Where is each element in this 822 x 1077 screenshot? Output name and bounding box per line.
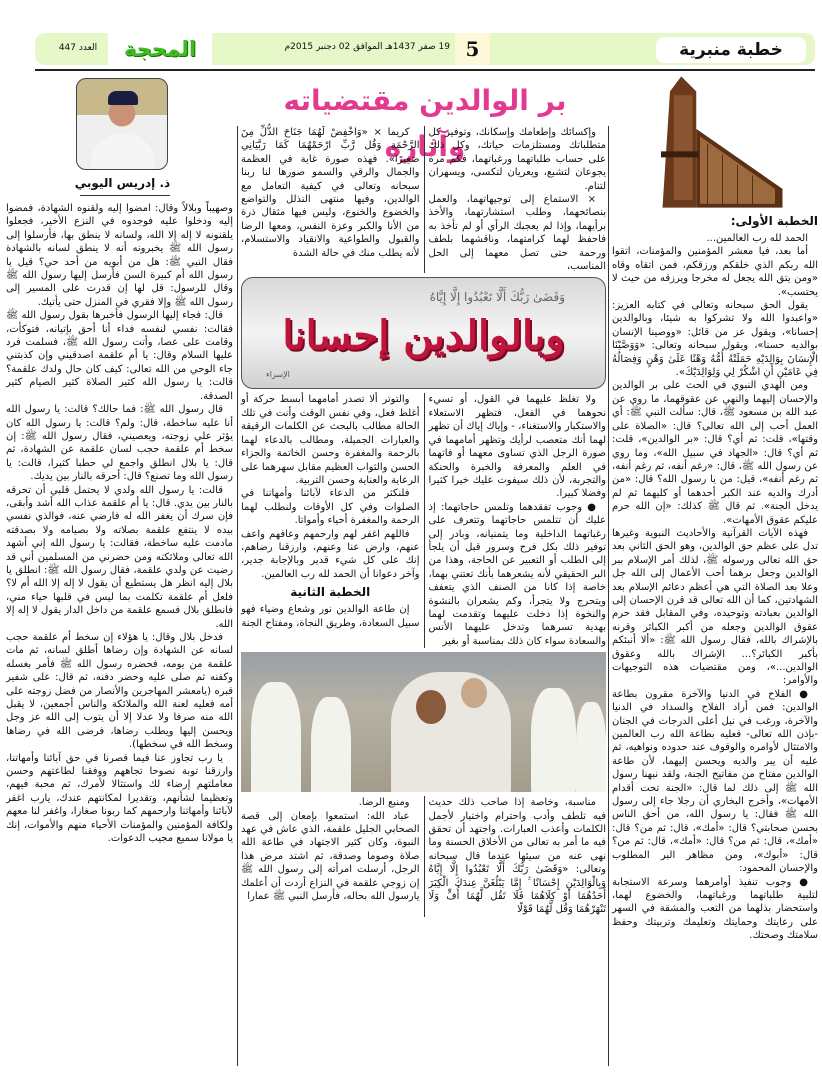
column-rule [608, 126, 609, 1066]
author-name: ذ. إدريس اليوبي [74, 176, 171, 190]
paragraph: وإكسائك وإطعامك وإسكانك، وتوفير كل متطلباتك ومستلزمات حياتك، وكل ذلك على حساب طلباتهما ورغباتهما، فكم مرة يجوعان لتشبع، ويعريان لتكسى، ويسهران لتنام. [428, 127, 606, 192]
paragraph: عباد الله: استمعوا بإمعان إلى قصة الصحابي الجليل علقمة، الذي عاش في عهد النبوة، وكان كثير الاجتهاد في طاعة الله صلاة وصوما وصدقة، ثم اشتد مرض هذا الرجل، أرسلت امرأته إلى رسول الله ﷺ إن زوجي علقمة في النزاع أردت أن أعلمك يارسول الله بحاله، فأرسل النبي ﷺ عمارا [241, 810, 420, 903]
paragraph: الحمد لله رب العالمين... [706, 233, 808, 244]
bottom-right-column [424, 796, 607, 917]
middle-mid-right-column [424, 393, 607, 648]
paragraph: ولا تغلظ عليهما في القول، أو تسيء نحوهما في الفعل، فتظهر الاستعلاء والاستكبار والاستغناء، - وإياك إياك أن تظهر لهما أنك متعصب لرأيك وتظهر أمامهما في صورة الرجل الذي تساوى معهما أو فاتهما في العلم والمعرفة والخبرة والحنكة والتجربة، لأن ذلك سيفوت عليك خيرا كثيرا وفضلا كبيرا. [428, 394, 606, 500]
paragraph: ● وجوب تنفيذ أوامرهما وسرعة الاستجابة لتلبية طلباتهما ورغباتهما، والخضوع لهما، واستحضار بذلهما من التعب والمشقة في السهر على رعايتك وحمايتك وتعليمك وتربيتك وحفظ سلامتك وصحتك. [612, 876, 818, 942]
article-title: بر الوالدين مقتضياته وآثاره [283, 84, 567, 163]
left-column [6, 202, 233, 846]
paragraph: أما بعد، فيا معشر المؤمنين والمؤمنات، اتقوا الله ربكم الذي خلقكم ورزقكم، فمن اتقاه وقاه «ومن يتق الله يجعل له مخرجا ويرزقه من حيث لا يحتسب». [612, 246, 818, 298]
author-photo [76, 78, 168, 170]
first-sermon-heading: الخطبة الأولى: [730, 214, 818, 228]
issue-date: 19 صفر 1437هـ الموافق 02 دجنبر 2015م [284, 42, 450, 52]
column-rule [237, 126, 238, 1066]
author-divider [80, 195, 170, 196]
bottom-left-column [241, 796, 424, 917]
header-divider [35, 69, 815, 71]
publication-logo: المحجة [108, 33, 212, 65]
paragraph: فدخل بلال وقال: يا هؤلاء إن سخط أم علقمة حجب لسانه عن الشهادة وإن رضاها أطلق لسانه، ثم مات علقمة من يومه، فحضره رسول الله ﷺ فأمر بغسله وكفنه ثم صلى عليه وحضر دفنه، ثم قال: على شفير قبره (يامعشر المهاجرين والأنصار من فضل زوجته على أمه فعليه لعنة الله والملائكة والناس أجمعين، لا يقبل الله منه صرفا ولا عدلا إلا أن يتوب إلى الله عز وجل ويحسن إليها ويطلب رضاها، فرضى الله في رضاها وسخط الله في سخطها). [6, 632, 233, 751]
paragraph: يقول الحق سبحانه وتعالى في كتابه العزيز: «واعبدوا الله ولا تشركوا به شيئا، وبالوالدين إحسانا»، ويقول عز من قائل: «ووصينا الإنسان بوالديه حسنا»، ويقول سبحانه وتعالى: «وَوَصَّيْنَا الْإِنسَانَ بِوَالِدَيْهِ حَمَلَتْهُ أُمُّهُ وَهْنًا عَلَىٰ وَهْنٍ وَفِصَالُهُ فِي عَامَيْنِ أَنِ اشْكُرْ لِي وَلِوَالِدَيْكَ». [612, 300, 818, 379]
paragraph: قال رسول الله ﷺ: فما حالك؟ قالت: يا رسول الله أنا عليه ساخطة، قال: ولم؟ قالت: يا رسول الله كان يؤثر علي زوجته، ويعصيني، فقال رسول الله ﷺ: إن سخط أم علقمة حجب لسان علقمة عن الشهادة، ثم قال: يا بلال انطلق واجمع لي حطبا كثيرا، قالت: يا رسول الله وما تصنع؟ قال: أحرقه بالنار بين يديك. [6, 404, 233, 483]
paragraph: قال: فجاء إليها الرسول فأخبرها بقول رسول الله ﷺ فقالت: نفسي لنفسه فداء أنا أحق بإتيانه، فتوكأت، وقامت على عصا، وأتت رسول الله ﷺ، فسلمت فرد عليها السلام وقال: يا أم علقمة اصدقيني وإن كذبتني جاء الوحي من الله تعالى: كيف كان حال ولدك علقمة؟ قالت: يا رسول الله كثير الصلاة كثير الصيام كثير الصدقة. [6, 310, 233, 402]
paragraph: يا رب تجاوز عنا فيما قصرنا في حق آبائنا وأمهاتنا، وارزقنا توبة نصوحا تجاههم ووفقنا لطاعتهم وحسن معاملتهم إرضاء لك واستثالا لأمرك، ثم محبة فيهم، وتعظيما لشأنهم، وتقديرا لمكانتهم عندك، يارب اغفر لآبائنا وأمهاتنا وارحمهم كما ربونا صغارا، واغفر لنا معهم ولكافة المؤمنين والمؤمنات الأحياء منهم والأموات، إنك يا مولانا سميع مجيب الدعوات. [6, 752, 233, 845]
paragraph: فلنكثر من الدعاء لآبائنا وأمهاتنا في الصلوات وفي كل الأوقات ولنطلب لهما الرحمة والمغفرة أحياء وأمواتا. [241, 488, 420, 527]
banner-calligraphy: وبالوالدين إحسانا [282, 312, 565, 360]
pilgrims-photo [241, 652, 606, 792]
issue-number: العدد 447 [58, 43, 98, 53]
middle-area [241, 126, 606, 917]
paragraph: × الاستماع إلى توجيهاتهما، والعمل بنصائحهما، وطلب استشارتهما، والأخذ برأيهما، وإذا لم يعجبك الرأي أو لم تأخذ به فاحفظ لهما كرامتهما، وناقشهما بلطف ورحمة حتى تصل معهما إلى الحل المناسب، [428, 194, 606, 273]
paragraph: ● الفلاح في الدنيا والآخرة مقرون بطاعة الوالدين: فمن أراد الفلاح والسداد في الدنيا والآخرة، ورغب في نيل أعلى الدرجات في الجنان -بإذن الله تعالى- فعليه بطاعة الله رب العالمين والامتثال لأوامره والوقوف عند حدوده ونواهيه، ثم عليه أن يبر والديه ويحسن إليهما، لأن طاعة الوالدين مفتاح من مفاتيح الجنة، ولقد نبهنا رسول الله ﷺ إلى ذلك لما قال: «الجنة تحت أقدام الأمهات»، وأخرج البخاري أن رجلا جاء إلى رسول الله ﷺ فقال: يا رسول الله، من أحق الناس بحسن صحابتي؟ قال: «أمك»، قال: ثم من؟ قال: «أمك»، قال: ثم من؟ قال: «أمك»، قال: ثم من؟ قال: «أبوك»، ومن مظاهر البر المطلوب والإحسان المحمود: [612, 688, 818, 875]
middle-top-right-column [424, 126, 607, 273]
paragraph: ومنبع الرضا. [358, 797, 410, 809]
right-column [612, 210, 818, 943]
banner-verse: وَقَضَىٰ رَبُّكَ أَلَّا تَعْبُدُوا إِلَّا إِيَّاهُ [429, 290, 565, 305]
middle-top-left-column [241, 126, 424, 273]
paragraph: وصهيباً وبلالاً وقال: امضوا إليه ولقنوه الشهادة، فمضوا إليه ودخلوا عليه فوجدوه في النزع الأخير، فجعلوا يلقنونه لا إله إلا الله، ولسانه لا ينطق بها، فأرسلوا إلى رسول الله ﷺ يخبرونه أنه لا ينطق لسانه بالشهادة فقال النبي ﷺ: هل من أبويه من أحد حي؟ قيل يا رسول الله أم كبيرة السن فأرسل إليها رسول الله ﷺ وقال للرسول: قل لها إن قدرت على المسير إلى رسول الله ﷺ وإلا فقري في المنزل حتى يأتيك. [6, 203, 233, 308]
paragraph: ومن الهدي النبوي في الحث على بر الوالدين والإحسان إليهما والنهي عن عقوقهما، ما روي عن عبد الله بن مسعود ﷺ، قال: سألت النبي ﷺ: أي العمل أحب إلى الله تعالى؟ قال: «الصلاة على وقتها»، قلت: ثم أي؟ قال: «بر الوالدين»، قلت: ثم أي؟ قال: «الجهاد في سبيل الله»، وما روي عن رسول الله ﷺ، قال: «رغم أنفه، ثم رغم أنفه، ثم رغم أنفه»، قيل: من يا رسول الله؟ قال: «من أدرك والديه عند الكبر أحدهما أو كليهما ثم لم يدخل الجنة». ثم قال ﷺ كذلك: «إن الله حرم عليكم عقوق الأمهات». [612, 380, 818, 526]
paragraph: إن طاعة الوالدين نور وشعاع وضياء فهو سبيل السعادة، وطريق النجاة، ومفتاح الجنة [241, 604, 420, 629]
middle-mid-left-column [241, 393, 424, 648]
paragraph: مناسبة، وخاصة إذا صاحب ذلك حديث فيه تلطف وأدب واحترام واختيار لأجمل الكلمات وأعذب العبارات. واجتهد أن تحقق فيه ما أمر به تعالى من الأخلاق الحسنة وما نهى عنه من سيئها عندما قال سبحانه وتعالى: «وَقَضَىٰ رَبُّكَ أَلَّا تَعْبُدُوا إِلَّا إِيَّاهُ وَبِالْوَالِدَيْنِ إِحْسَانًا ۚ إِمَّا يَبْلُغَنَّ عِندَكَ الْكِبَرَ أَحَدُهُمَا أَوْ كِلَاهُمَا فَلَا تَقُل لَّهُمَا أُفٍّ وَلَا تَنْهَرْهُمَا وَقُل لَّهُمَا قَوْلًا [428, 797, 606, 916]
minbar-photo [640, 76, 790, 208]
banner-source: الإسراء [266, 370, 290, 380]
paragraph: ● وجوب تفقدهما وتلمس حاجاتهما: إذ عليك أن تتلمس حاجاتهما وتتعرف على رغباتهما الداخلية وما يتمنيانه، وبادر إلى توفير ذلك بكل فرح وسرور قبل أن يلجأ إلى الطلب أو التعبير عن الحاجة، وهذا من البر الحقيقي لأنه يشعرهما بأنك تعتني بهما، خاصة إذا كانا من الصنف الذي يتعفف ويتحرج ولا يتجرأ، وكم يشعران بالنشوة والنخوة إذا دخلت عليهما وتقدمت لهما بهدية تسرهما وتدخل عليهما الأنس والسعادة سواء كان ذلك بمناسبة أو بغير [428, 501, 606, 647]
second-sermon-heading: الخطبة الثانية [290, 585, 371, 600]
paragraph: كريما × «وَاخْفِضْ لَهُمَا جَنَاحَ الذُّلِّ مِنَ الرَّحْمَةِ وَقُل رَّبِّ ارْحَمْهُمَا كَمَا رَبَّيَانِي صَغِيرًا». فهذه صورة غاية في العظمة والجمال والرقي والسمو صورها لنا ربنا سبحانه وتعالى في كيفية التعامل مع الوالدين، وفيها منتهى التذلل والتواضع والخضوع والخنوع، وليس فيها مثقال ذرة من الأنا والكبر وعزة النفس، ومعها الرضا والقبول والطواعية والانقياد والاستسلام، لأنه يطلب منك في حالة الشدة [241, 127, 420, 259]
quran-banner [241, 277, 606, 389]
paragraph: فاللهم اغفر لهم وارحمهم وعافهم واعف عنهم، وارض عنا وعنهم، وارزقنا رضاهم، إنك على كل شيء قدير وبالإجابة جدير، وآخر دعوانا أن الحمد لله رب العالمين. [241, 528, 420, 580]
paragraph: والتوتر ألا تصدر أمامهما أبسط حركة أو أغلظ فعل، وفي نفس الوقت وأنت في تلك الحالة مطالب بالبحث عن الكلمات الرقيقة والعبارات الجميلة، ومطالب بالدعاء لهما بالرحمة والمغفرة وحسن الخاتمة والجزاء الحسن والثواب العظيم مقابل سهرهما على الرعاية والعناية وحسن التربية. [241, 394, 420, 486]
paragraph: قالت: يا رسول الله ولدي لا يحتمل قلبي أن تحرقه بالنار بين يدي. قال: يا أم علقمة عذاب الله أشد وأبقى، فإن سرك أن يغفر الله له فارضي عنه، فوالذي نفسي بيده لا ينتفع علقمة بصلاته ولا بصيامه ولا بصدقته مادمت عليه ساخطة، فقالت: يا رسول الله إني أشهد الله تعالى وملائكته ومن حضرني من المسلمين أني قد رضيت عن ولدي علقمة، فقال رسول الله ﷺ: انطلق يا بلال إليه انظر هل يستطيع أن يقول لا إله إلا الله أم لا؟ فلعل أم علقمة تكلمت بما ليس في قلبها حياء مني، فانطلق بلال فسمع علقمة من داخل الدار يقول لا إله إلا الله. [6, 484, 233, 630]
page-number: 5 [455, 33, 490, 65]
paragraph: فهذه الآيات القرآنية والأحاديث النبوية وغيرها تدل على عظم حق الوالدين، وهو الحق الثاني بعد حق الله تعالى ورسوله ﷺ، لذلك أمر الإسلام ببر الوالدين وجعل برهما أحب الأعمال إلى الله جل وعلا بعد الصلاة التي هي أعظم دعائم الإسلام بعد الشهادتين، كما أن الله تعالى قد قرن الإحسان إلى الوالدين بعبادته وتوحيده، وفي المقابل فقد حرم عقوق الوالدين وجعله من أكبر الكبائر وقرنه بالإشراك بالله، فقال رسول الله ﷺ: «ألا أنبئكم بأكبر الكبائر؟... الإشراك بالله وعقوق الوالدين...»، ومن مقتضيات هذه التوجيهات والأوامر: [612, 527, 818, 687]
section-title: خطبة منبرية [656, 37, 806, 63]
